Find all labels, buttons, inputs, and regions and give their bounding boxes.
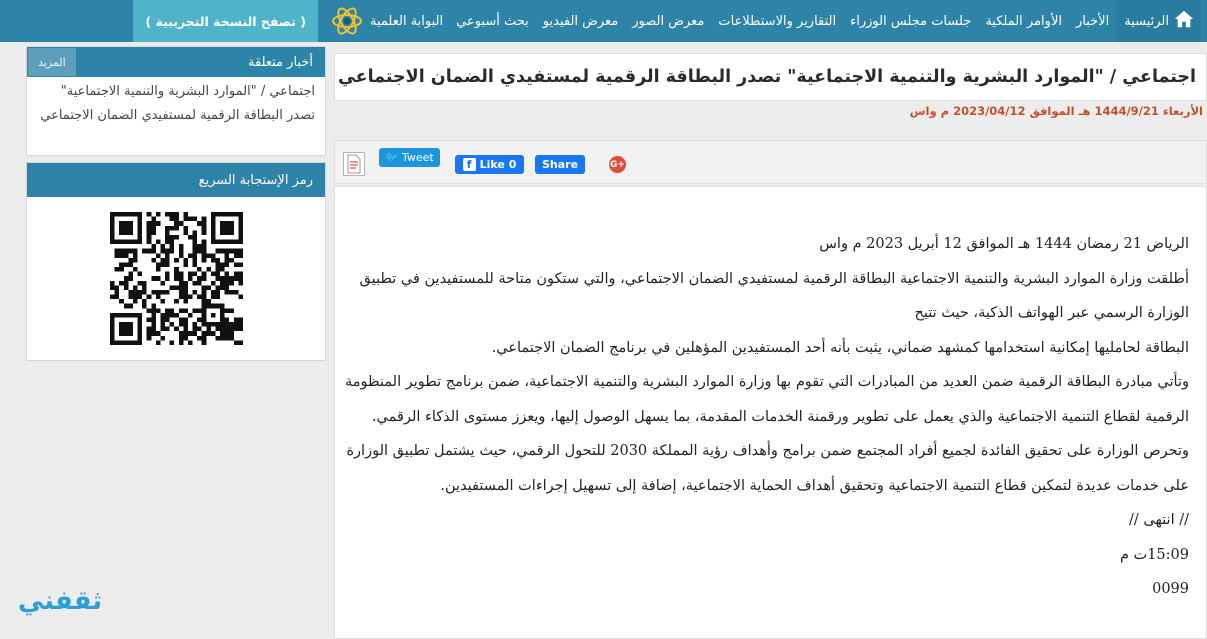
google-plus-button[interactable]: G+ — [609, 156, 626, 173]
like-label: Like 0 — [479, 158, 517, 171]
print-document-icon[interactable] — [343, 152, 365, 176]
nav-weekly-research[interactable]: بحث أسبوعي — [456, 13, 529, 29]
qr-code-image — [110, 212, 243, 345]
top-navigation — [0, 0, 1207, 42]
share-bar — [334, 140, 1207, 184]
facebook-like-button[interactable] — [455, 155, 524, 174]
qr-code-area — [27, 197, 325, 360]
article-title-box — [334, 53, 1207, 101]
facebook-share-button[interactable]: Share — [535, 155, 585, 174]
sidebar — [26, 46, 326, 367]
article-body — [344, 227, 1189, 607]
nav-home-label: الرئيسية — [1124, 13, 1169, 29]
nav-royal-orders[interactable]: الأوامر الملكية — [985, 13, 1062, 29]
home-icon — [1173, 8, 1195, 34]
qr-header — [27, 163, 325, 197]
related-news-panel — [26, 46, 326, 156]
nav-science-portal[interactable] — [324, 0, 449, 42]
article-paragraph: أطلقت وزارة الموارد البشرية والتنمية الاجتماعية البطاقة الرقمية لمستفيدي الضمان الاجتماعي، والتي ستكون متاحة للمستفيدين في تطبيق الوزارة الرسمي عبر الهواتف الذكية، حيث تتيح — [359, 270, 1189, 321]
article-paragraph: الرياض 21 رمضان 1444 هـ الموافق 12 أبريل 2023 م واس — [819, 236, 1189, 252]
qr-title: رمز الإستجابة السريع — [198, 172, 313, 188]
article-end-marker: // انتهى // — [1129, 512, 1189, 528]
nav-news[interactable]: الأخبار — [1075, 13, 1110, 29]
related-news-header — [27, 47, 325, 77]
more-button[interactable]: المزيد — [28, 48, 76, 76]
article-time: 15:09ت م — [1119, 546, 1189, 563]
article-date: الأربعاء 1444/9/21 هـ الموافق 2023/04/12 م واس — [909, 104, 1203, 118]
tweet-button[interactable] — [379, 148, 440, 167]
article-title: اجتماعي / "الموارد البشرية والتنمية الاجتماعية" تصدر البطاقة الرقمية لمستفيدي الضمان الاجتماعي — [337, 67, 1196, 87]
article-box — [334, 186, 1207, 639]
site-watermark-logo: ثقفني — [18, 586, 103, 616]
facebook-icon: f — [463, 158, 476, 171]
nav-science-portal-label: البوابة العلمية — [370, 13, 444, 29]
nav-photo-gallery[interactable]: معرض الصور — [632, 13, 705, 29]
nav-reports[interactable]: التقارير والاستطلاعات — [718, 13, 837, 29]
tweet-label: Tweet — [401, 151, 434, 164]
trial-version-button[interactable]: ( تصفح النسخة التجريبية ) — [133, 0, 318, 42]
nav-cabinet-sessions[interactable]: جلسات مجلس الوزراء — [850, 13, 972, 29]
article-code: 0099 — [1152, 581, 1189, 597]
article-paragraph: وتحرص الوزارة على تحقيق الفائدة لجميع أفراد المجتمع ضمن برامج وأهداف رؤية المملكة 2030 للتحول الرقمي، حيث يشتمل تطبيق الوزارة على خدمات عديدة لتمكين قطاع التنمية الاجتماعية وتحقيق أهداف الحماية الاجتماعية، إضافة إلى تسهيل إجراءات المستفيدين. — [346, 443, 1189, 494]
nav-home[interactable] — [1116, 0, 1201, 42]
twitter-icon: 🐦 — [385, 151, 399, 164]
qr-panel — [26, 162, 326, 361]
related-news-link[interactable]: اجتماعي / "الموارد البشرية والتنمية الاجتماعية" تصدر البطاقة الرقمية لمستفيدي الضمان الاجتماعي — [40, 84, 315, 123]
nav-video-gallery[interactable]: معرض الفيديو — [542, 13, 619, 29]
atom-icon — [330, 2, 364, 40]
article-paragraph: وتأتي مبادرة البطاقة الرقمية ضمن العديد من المبادرات التي تقوم بها وزارة الموارد البشرية والتنمية الاجتماعية، ضمن برنامج تطوير المنظومة الرقمية لقطاع التنمية الاجتماعية والذي يعمل على تطوير ورقمنة الخدمات المقدمة، بما يسهل الوصول إليها، ويعزز مستوى الذكاء الرقمي. — [345, 374, 1189, 425]
article-paragraph: البطاقة لحامليها إمكانية استخدامها كمشهد ضماني، يثبت بأنه أحد المستفيدين المؤهلين في برنامج الضمان الاجتماعي. — [491, 339, 1189, 356]
related-news-title: أخبار متعلقة — [248, 54, 313, 70]
